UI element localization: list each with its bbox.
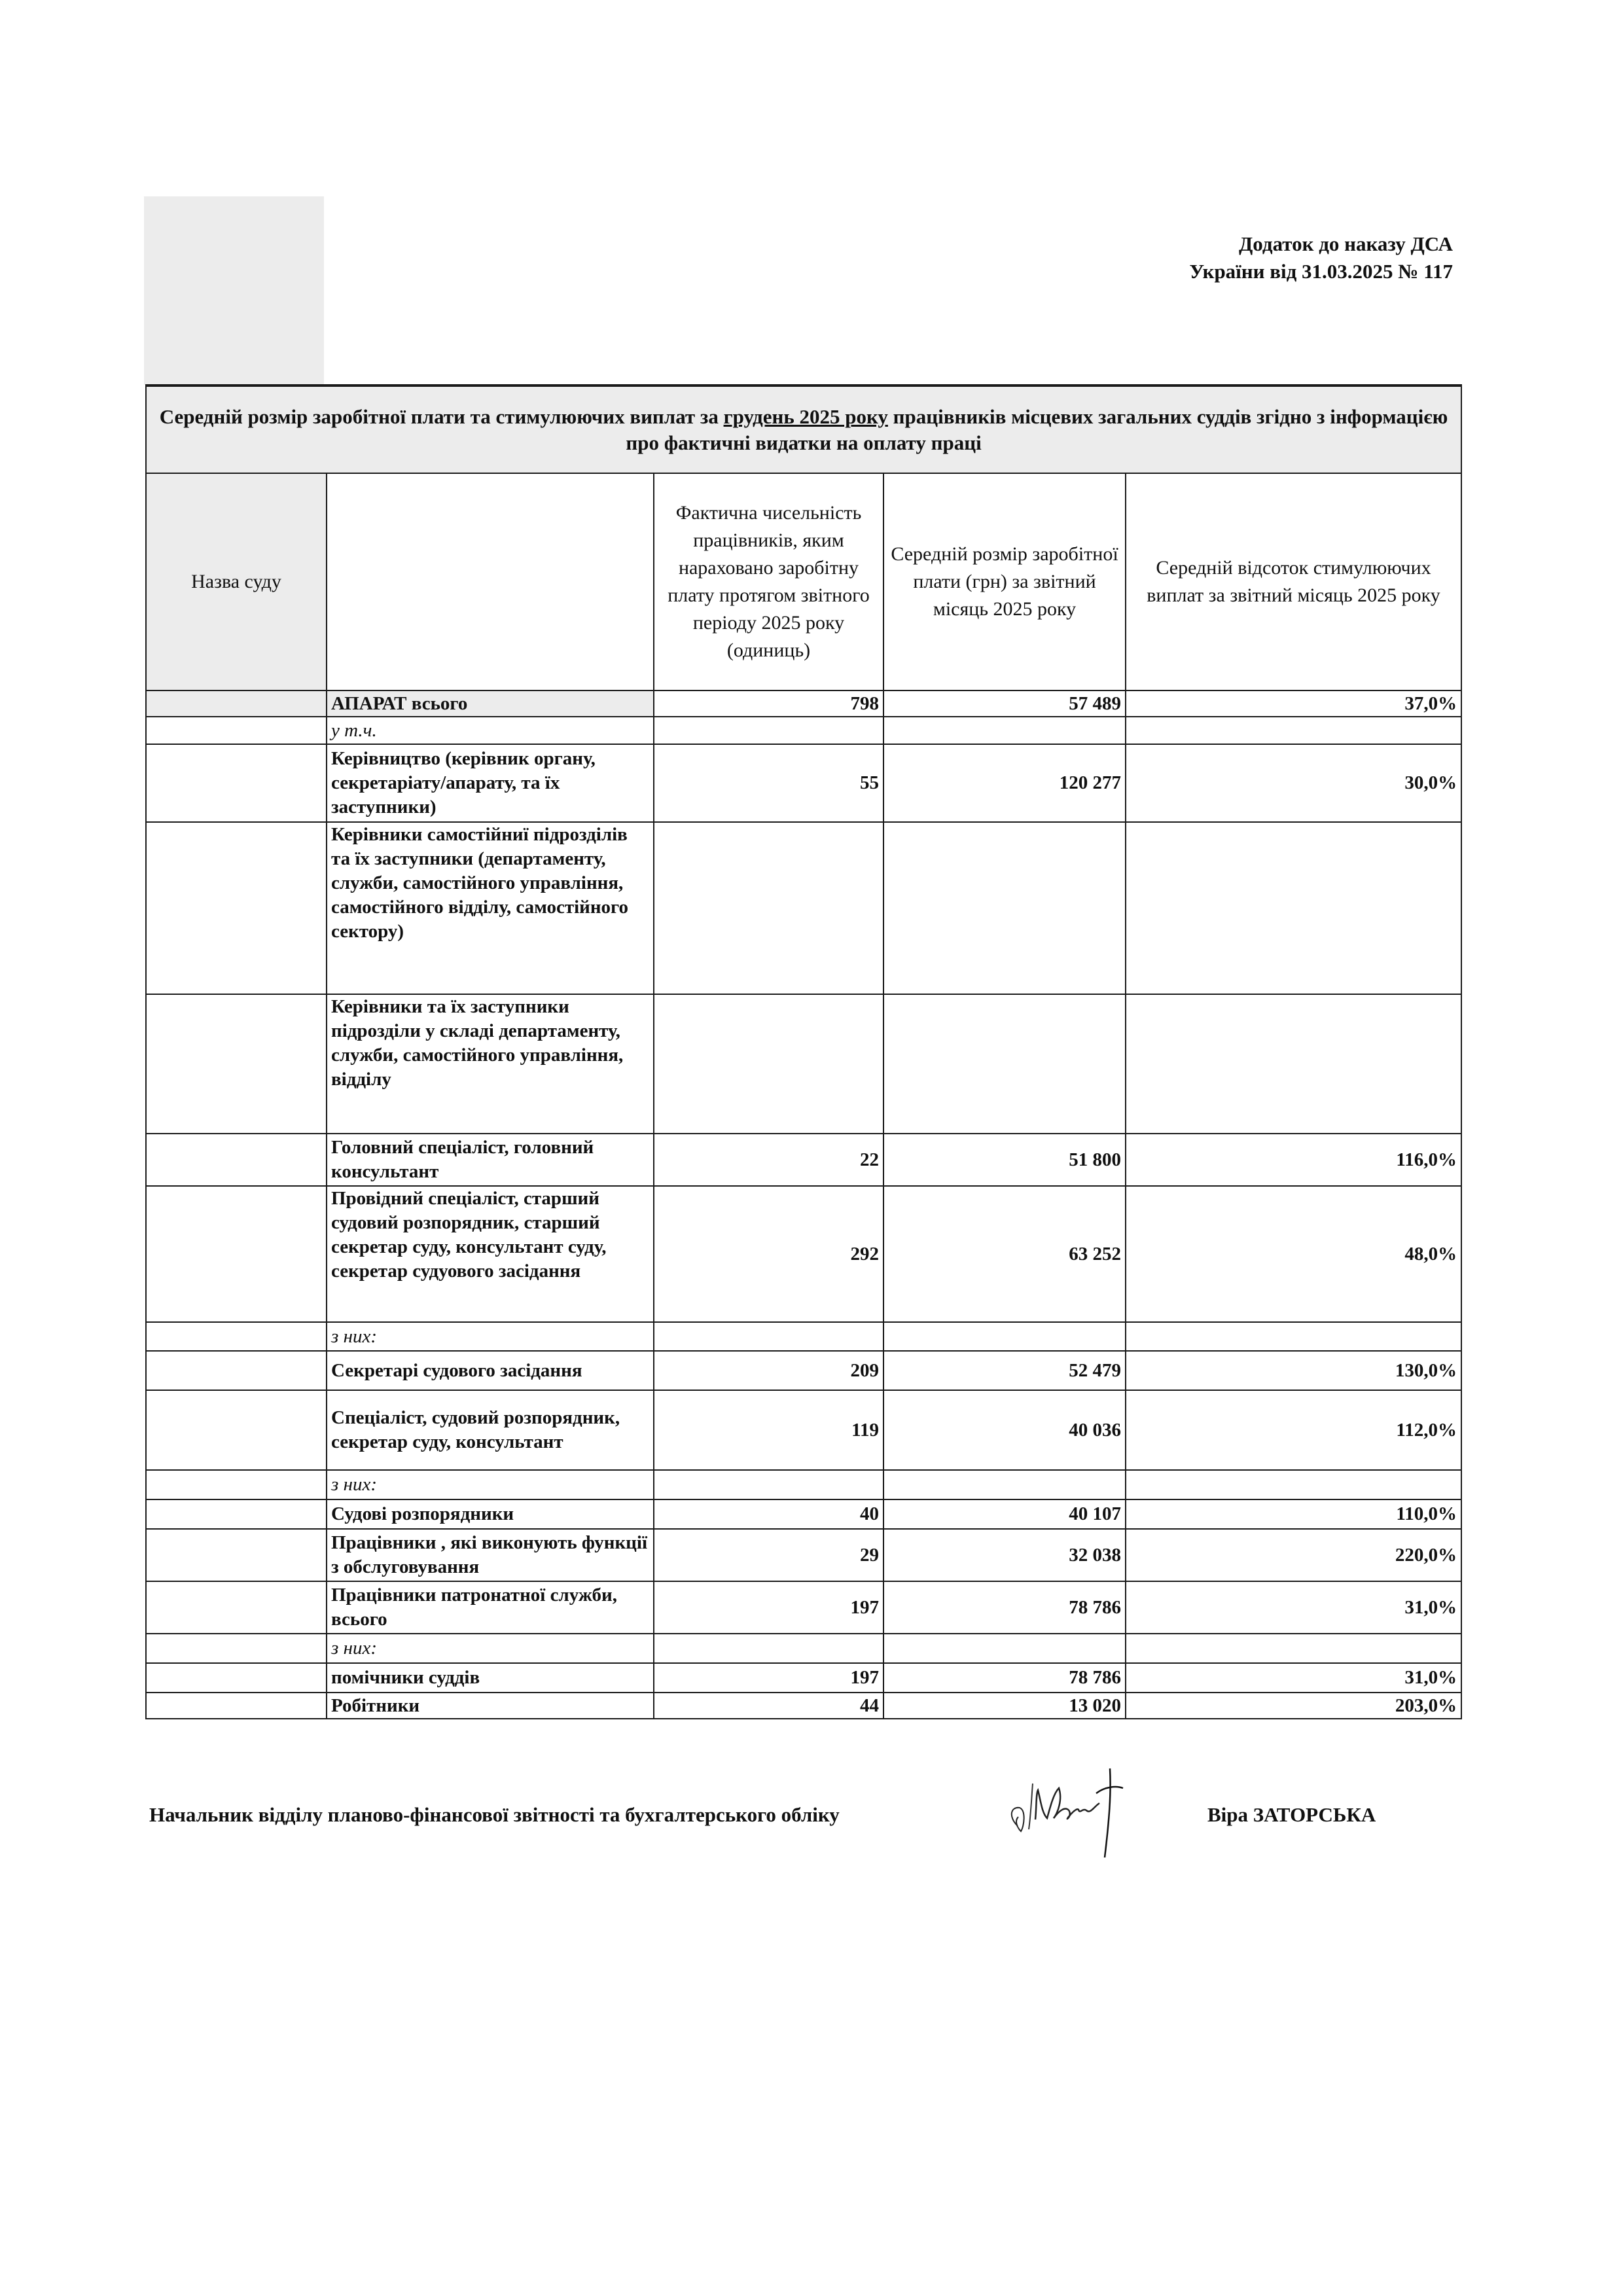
row-label: Робітники [327,1693,654,1719]
pct-cell [1126,1322,1461,1351]
court-cell [146,1663,327,1693]
salary-cell: 120 277 [883,744,1126,822]
salary-report-table [145,384,1462,1719]
row-label: Спеціаліст, судовий розпорядник, секретар суду, консультант [327,1390,654,1470]
row-label: з них: [327,1634,654,1663]
table-row [146,1499,1461,1529]
headcount-cell: 292 [654,1186,883,1322]
court-cell [146,1186,327,1322]
headcount-cell [654,1634,883,1663]
table-row [146,744,1461,822]
headcount-cell: 44 [654,1693,883,1719]
salary-cell [883,1634,1126,1663]
col-header-category [327,473,654,691]
court-cell [146,1351,327,1390]
headcount-cell: 22 [654,1134,883,1186]
headcount-cell [654,822,883,994]
col-header-bonus-pct: Середній відсоток стимулюючих виплат за звітний місяць 2025 року [1126,473,1461,691]
row-label: Працівники , які виконують функції з обслуговування [327,1529,654,1581]
salary-cell: 57 489 [883,691,1126,717]
table-row [146,1470,1461,1499]
pct-cell: 116,0% [1126,1134,1461,1186]
pct-cell [1126,1634,1461,1663]
scan-shading [144,196,324,385]
row-label: Судові розпорядники [327,1499,654,1529]
headcount-cell [654,1470,883,1499]
report-period: грудень 2025 року [723,404,888,428]
salary-cell: 78 786 [883,1581,1126,1634]
court-cell [146,1390,327,1470]
table-row [146,1663,1461,1693]
headcount-cell: 798 [654,691,883,717]
row-label: Секретарі судового засідання [327,1351,654,1390]
headcount-cell [654,717,883,744]
salary-cell: 32 038 [883,1529,1126,1581]
headcount-cell [654,994,883,1134]
pct-cell [1126,717,1461,744]
salary-cell [883,1322,1126,1351]
pct-cell: 220,0% [1126,1529,1461,1581]
salary-cell [883,1470,1126,1499]
pct-cell: 37,0% [1126,691,1461,717]
salary-cell [883,994,1126,1134]
pct-cell: 203,0% [1126,1693,1461,1719]
appendix-note [1126,230,1453,285]
table-row [146,1693,1461,1719]
table-row [146,822,1461,994]
table-row [146,1134,1461,1186]
pct-cell [1126,822,1461,994]
table-row [146,1322,1461,1351]
court-cell [146,1322,327,1351]
pct-cell: 130,0% [1126,1351,1461,1390]
salary-cell: 63 252 [883,1186,1126,1322]
headcount-cell: 119 [654,1390,883,1470]
title-row [146,386,1461,473]
table-row [146,1186,1461,1322]
court-cell [146,717,327,744]
row-label: АПАРАТ всього [327,691,654,717]
row-label: з них: [327,1322,654,1351]
headcount-cell: 197 [654,1581,883,1634]
appendix-line-2: України від 31.03.2025 № 117 [1189,260,1453,283]
col-header-headcount: Фактична чисельність працівників, яким нараховано заробітну плату протягом звітного періоду 2025 року (одиниць) [654,473,883,691]
row-label: Керівники та їх заступники підрозділи у складі департаменту, служби, самостійного управління, відділу [327,994,654,1134]
row-label: Провідний спеціаліст, старший судовий розпорядник, старший секретар суду, консультант суду, секретар судуового засідання [327,1186,654,1322]
pct-cell [1126,1470,1461,1499]
table-row [146,1634,1461,1663]
table-row [146,1581,1461,1634]
row-label: у т.ч. [327,717,654,744]
headcount-cell: 29 [654,1529,883,1581]
signer-name: Віра ЗАТОРСЬКА [1207,1803,1376,1826]
appendix-line-1: Додаток до наказу ДСА [1238,232,1453,255]
salary-cell [883,717,1126,744]
headcount-cell [654,1322,883,1351]
court-cell [146,1693,327,1719]
pct-cell: 30,0% [1126,744,1461,822]
court-cell [146,1470,327,1499]
row-label: Працівники патронатної служби, всього [327,1581,654,1634]
court-cell [146,691,327,717]
pct-cell [1126,994,1461,1134]
pct-cell: 112,0% [1126,1390,1461,1470]
pct-cell: 110,0% [1126,1499,1461,1529]
court-cell [146,1134,327,1186]
row-label: Керівники самостійниї підрозділів та їх заступники (департаменту, служби, самостійного управління, самостійного відділу, самостійного сектору) [327,822,654,994]
salary-cell: 13 020 [883,1693,1126,1719]
headcount-cell: 197 [654,1663,883,1693]
court-cell [146,1581,327,1634]
table-row [146,1351,1461,1390]
pct-cell: 31,0% [1126,1663,1461,1693]
signatory-position: Начальник відділу планово-фінансової звітності та бухгалтерського обліку [149,1803,840,1826]
row-label: помічники суддів [327,1663,654,1693]
court-cell [146,994,327,1134]
col-header-avg-salary: Середній розмір заробітної плати (грн) за звітний місяць 2025 року [883,473,1126,691]
pct-cell: 48,0% [1126,1186,1461,1322]
report-title: Середній розмір заробітної плати та стимулюючих виплат за грудень 2025 року працівників місцевих загальних суддів згідно з інформацією про фактичні видатки на оплату праці [146,386,1461,473]
salary-cell: 40 107 [883,1499,1126,1529]
salary-cell [883,822,1126,994]
headcount-cell: 55 [654,744,883,822]
headcount-cell: 209 [654,1351,883,1390]
salary-cell: 52 479 [883,1351,1126,1390]
court-cell [146,1634,327,1663]
court-cell [146,1529,327,1581]
court-cell [146,822,327,994]
table-row [146,691,1461,717]
row-label: Керівництво (керівник органу, секретаріату/апарату, та їх заступники) [327,744,654,822]
signature-icon [995,1754,1165,1859]
headcount-cell: 40 [654,1499,883,1529]
col-header-court-name: Назва суду [146,473,327,691]
court-cell [146,744,327,822]
salary-cell: 51 800 [883,1134,1126,1186]
row-label: Головний спеціаліст, головний консультант [327,1134,654,1186]
salary-cell: 40 036 [883,1390,1126,1470]
pct-cell: 31,0% [1126,1581,1461,1634]
court-cell [146,1499,327,1529]
table-row [146,994,1461,1134]
table-row [146,1529,1461,1581]
header-row [146,473,1461,691]
table-row [146,717,1461,744]
table-row [146,1390,1461,1470]
row-label: з них: [327,1470,654,1499]
salary-cell: 78 786 [883,1663,1126,1693]
